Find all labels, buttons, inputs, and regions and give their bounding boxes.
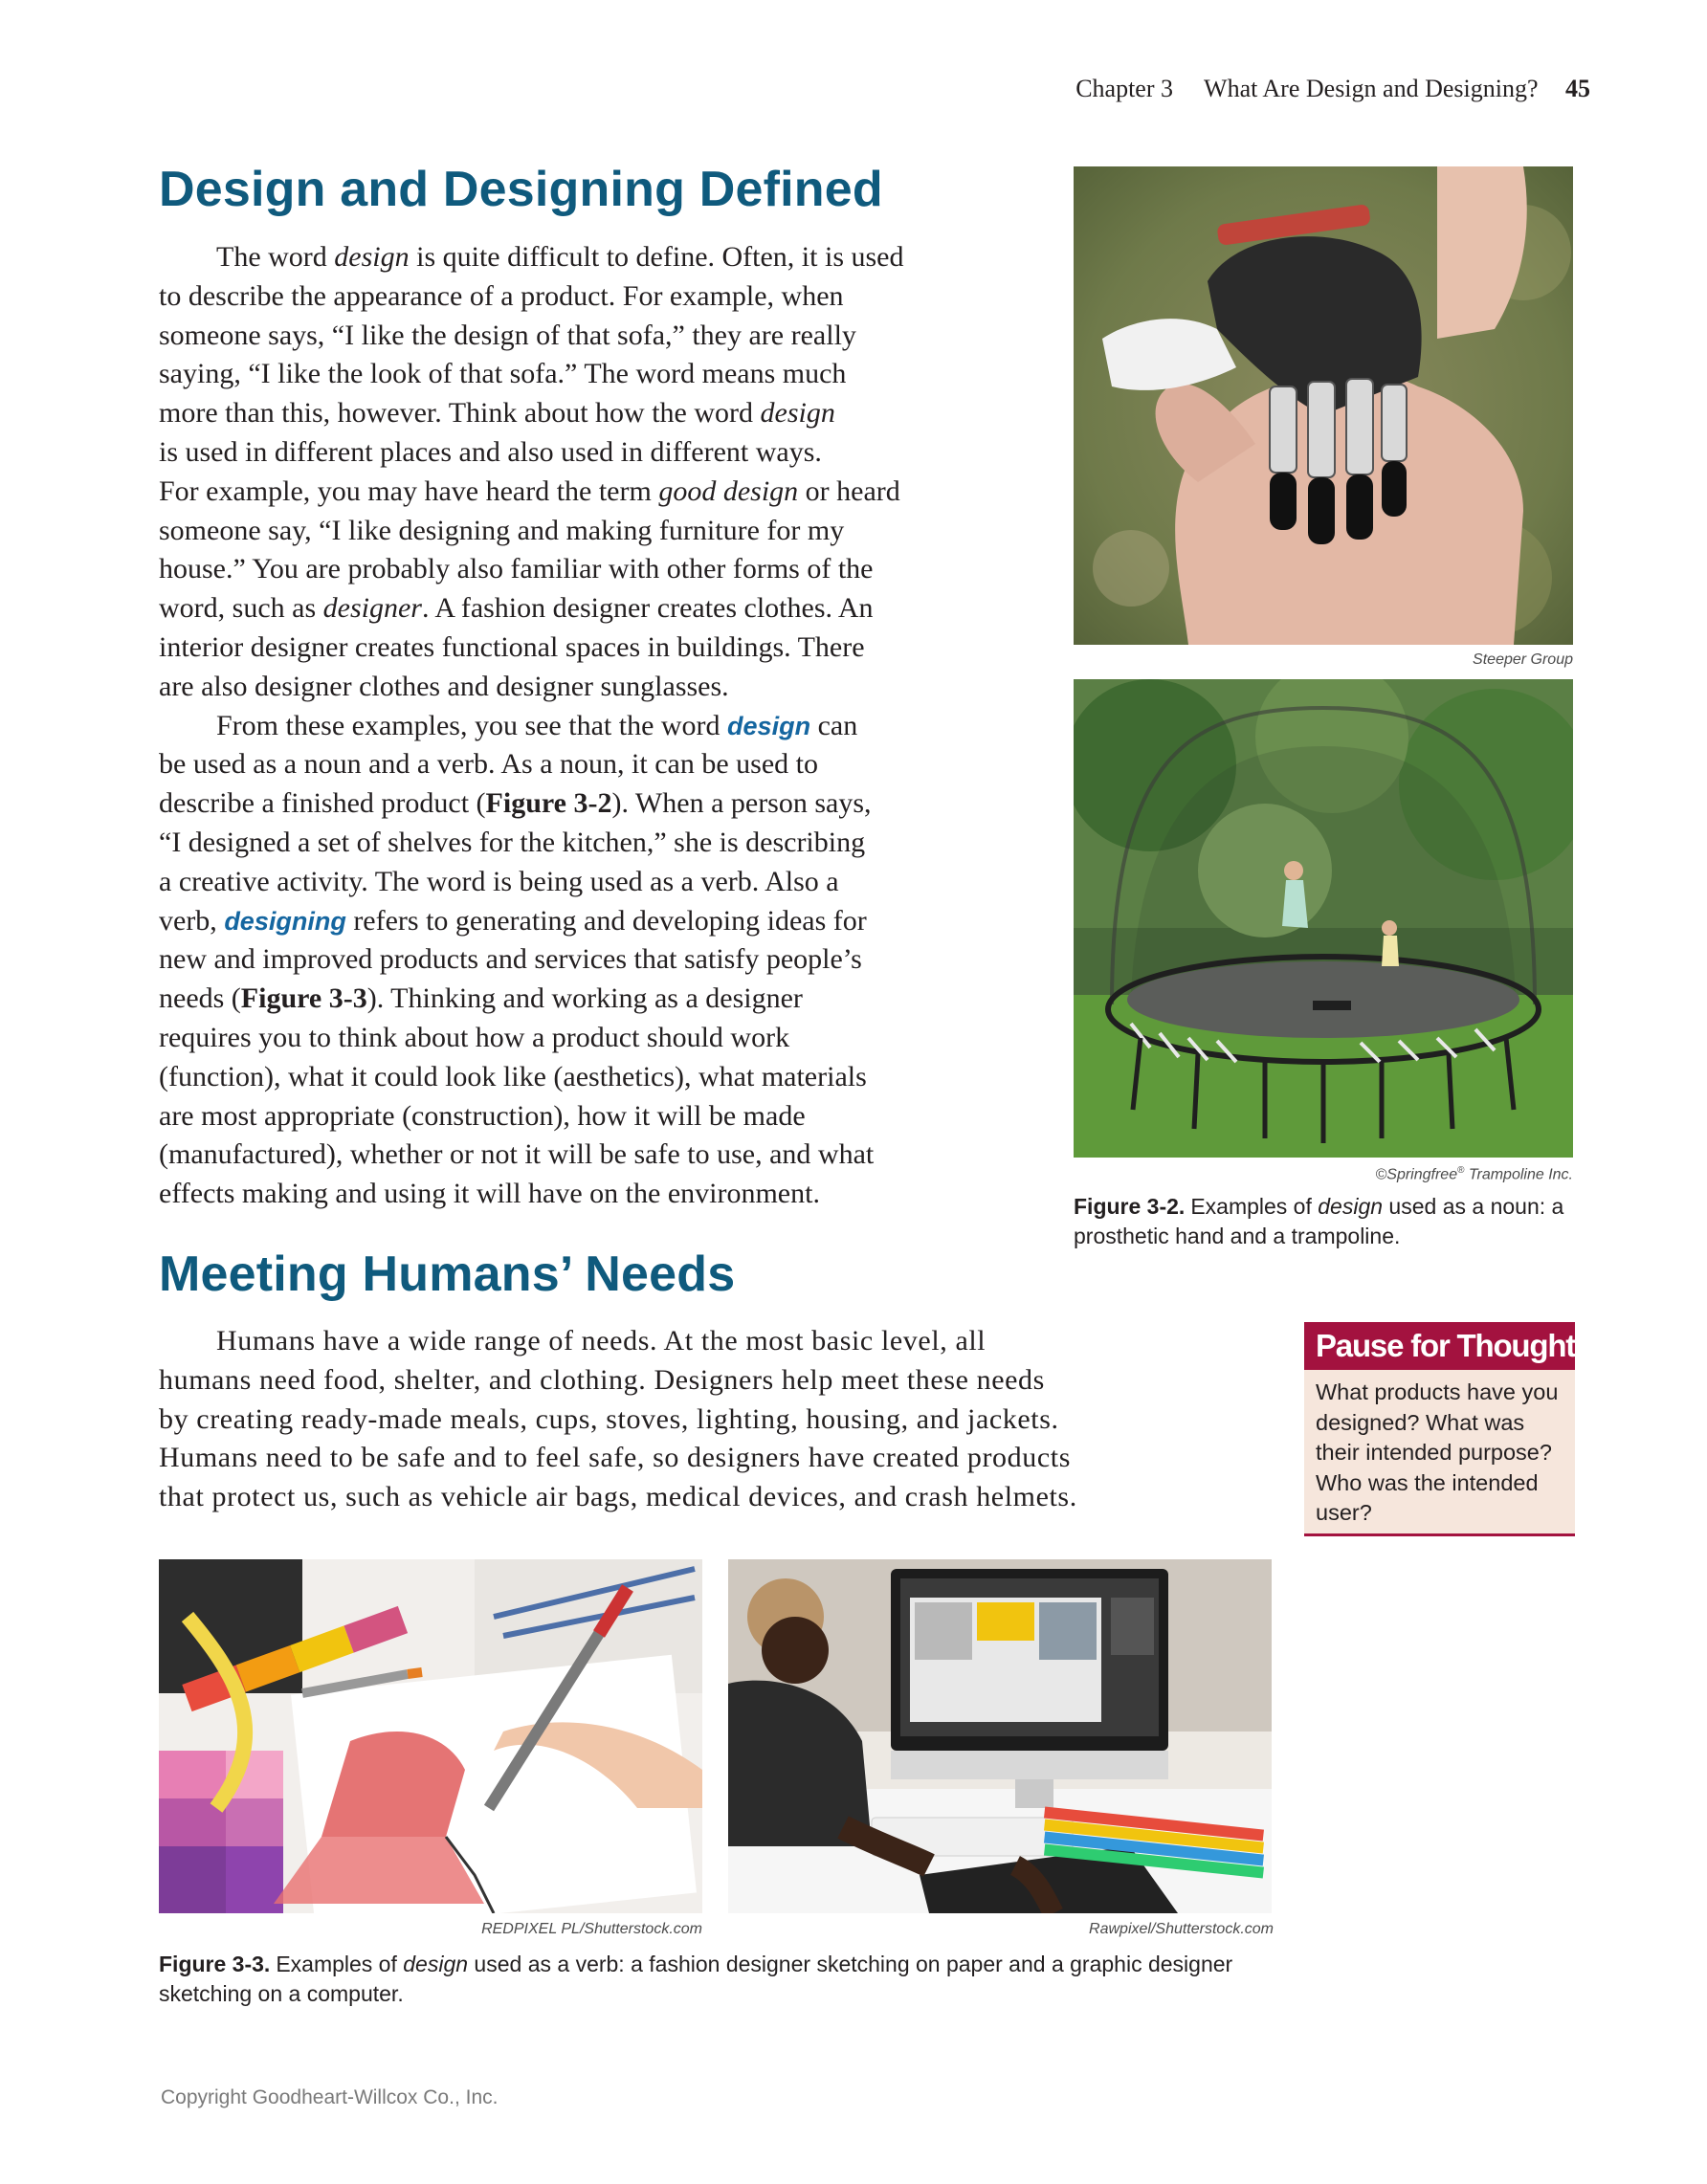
text-line: to describe the appearance of a product. For example, when	[159, 279, 844, 312]
pause-body: What products have you designed? What was their intended purpose? Who was the intended user?	[1316, 1379, 1559, 1525]
section-heading-design-defined: Design and Designing Defined	[159, 162, 883, 217]
text-line: requires you to think about how a product should work	[159, 1021, 790, 1053]
text-line: by creating ready-made meals, cups, stoves, lighting, housing, and jackets.	[159, 1402, 1059, 1435]
chapter-title: What Are Design and Designing?	[1204, 75, 1539, 102]
fashion-designer-photo	[159, 1559, 702, 1913]
keyterm-designing: designing	[224, 906, 346, 936]
trampoline-photo	[1074, 679, 1573, 1158]
text-line: (manufactured), whether or not it will be safe to use, and what	[159, 1138, 875, 1171]
pause-for-thought-box	[1304, 1322, 1575, 1536]
body-text-section2	[159, 1322, 1250, 1517]
text-line: verb, designing refers to generating and developing ideas for	[159, 904, 867, 937]
section-heading-meeting-needs: Meeting Humans’ Needs	[159, 1246, 736, 1302]
text-line: word, such as designer. A fashion designer creates clothes. An	[159, 592, 874, 625]
text-line: Humans have a wide range of needs. At the most basic level, all	[216, 1325, 987, 1357]
text-line: a creative activity. The word is being used as a verb. Also a	[159, 865, 839, 897]
text-line: From these examples, you see that the word design can	[216, 709, 858, 741]
copyright-footer: Copyright Goodheart-Willcox Co., Inc.	[161, 2086, 499, 2108]
chapter-label: Chapter 3	[1075, 75, 1173, 102]
text-line: interior designer creates functional spaces in buildings. There	[159, 630, 865, 663]
text-line: “I designed a set of shelves for the kitchen,” she is describing	[159, 826, 866, 858]
text-line: (function), what it could look like (aesthetics), what materials	[159, 1060, 867, 1092]
pause-title: Pause for Thought	[1304, 1322, 1575, 1370]
text-line: The word design is quite difficult to define. Often, it is used	[216, 241, 904, 273]
text-line: that protect us, such as vehicle air bags, medical devices, and crash helmets.	[159, 1481, 1077, 1513]
photo-credit: REDPIXEL PL/Shutterstock.com	[481, 1921, 702, 1937]
text-line: is used in different places and also used in different ways.	[159, 435, 822, 468]
figure-ref-3-3: Figure 3-3	[240, 982, 367, 1015]
keyterm-design: design	[727, 711, 811, 740]
photo-credit: Steeper Group	[1473, 651, 1573, 668]
text-line: effects making and using it will have on the environment.	[159, 1178, 820, 1210]
text-line: house.” You are probably also familiar with other forms of the	[159, 553, 874, 585]
text-line: humans need food, shelter, and clothing. Designers help meet these needs	[159, 1363, 1045, 1396]
text-line: are also designer clothes and designer sunglasses.	[159, 670, 729, 702]
text-line: needs (Figure 3-3). Thinking and working as a designer	[159, 982, 803, 1015]
text-line: more than this, however. Think about how the word design	[159, 397, 835, 430]
text-line: someone say, “I like designing and making furniture for my	[159, 514, 845, 546]
body-text-section1	[159, 238, 1020, 1214]
figure-caption-3-3: Figure 3-3. Examples of design used as a verb: a fashion designer sketching on paper and a graphic designer sketching on a computer.	[159, 1952, 1233, 2006]
prosthetic-hand-photo	[1074, 166, 1573, 645]
text-line: Humans need to be safe and to feel safe, so designers have created products	[159, 1442, 1071, 1474]
text-line: new and improved products and services that satisfy people’s	[159, 943, 862, 976]
photo-credit: ©Springfree® Trampoline Inc.	[1375, 1165, 1573, 1183]
text-line: are most appropriate (construction), how it will be made	[159, 1099, 806, 1132]
text-line: For example, you may have heard the term good design or heard	[159, 474, 900, 507]
photo-credit: Rawpixel/Shutterstock.com	[1089, 1921, 1274, 1937]
running-head	[1075, 75, 1590, 103]
text-line: saying, “I like the look of that sofa.” The word means much	[159, 358, 847, 390]
graphic-designer-photo	[728, 1559, 1272, 1913]
figure-ref-3-2: Figure 3-2	[485, 787, 612, 820]
page-number: 45	[1565, 75, 1590, 102]
text-line: describe a finished product (Figure 3-2). When a person says,	[159, 787, 872, 820]
text-line: be used as a noun and a verb. As a noun, it can be used to	[159, 748, 818, 781]
figure-caption-3-2: Figure 3-2. Examples of design used as a noun: a prosthetic hand and a trampoline.	[1074, 1194, 1564, 1248]
text-line: someone says, “I like the design of that sofa,” they are really	[159, 319, 856, 351]
